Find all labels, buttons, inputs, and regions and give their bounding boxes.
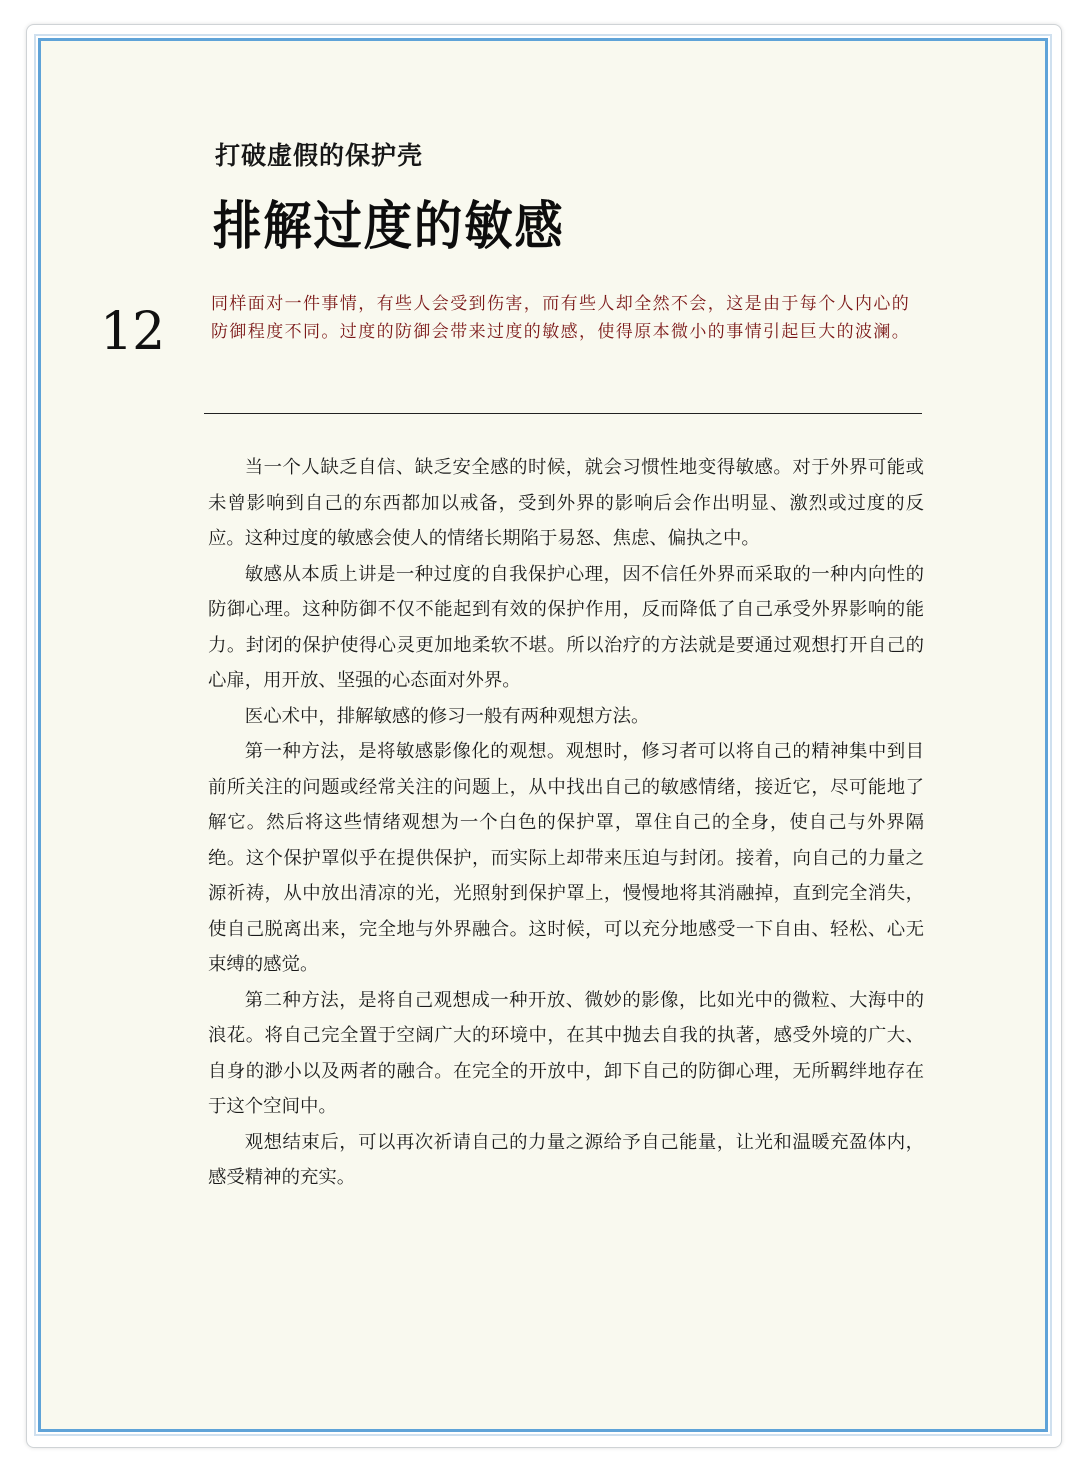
page-title: 排解过度的敏感 <box>213 196 565 257</box>
section-subtitle: 打破虚假的保护壳 <box>215 141 424 170</box>
divider-line <box>204 413 922 414</box>
paragraph: 第二种方法，是将自己观想成一种开放、微妙的影像，比如光中的微粒、大海中的浪花。将自己完全置于空阔广大的环境中，在其中抛去自我的执著，感受外境的广大、自身的渺小以及两者的融合。在完全的开放中，卸下自己的防御心理，无所羁绊地存在于这个空间中。 <box>208 989 924 1117</box>
body-text <box>208 450 924 1196</box>
intro-summary: 同样面对一件事情，有些人会受到伤害，而有些人却全然不会，这是由于每个人内心的防御程度不同。过度的防御会带来过度的敏感，使得原本微小的事情引起巨大的波澜。 <box>211 294 911 342</box>
paragraph: 当一个人缺乏自信、缺乏安全感的时候，就会习惯性地变得敏感。对于外界可能或未曾影响到自己的东西都加以戒备，受到外界的影响后会作出明显、激烈或过度的反应。这种过度的敏感会使人的情绪长期陷于易怒、焦虑、偏执之中。 <box>208 457 924 549</box>
paragraph: 观想结束后，可以再次祈请自己的力量之源给予自己能量，让光和温暖充盈体内，感受精神的充实。 <box>208 1131 924 1188</box>
paragraph: 敏感从本质上讲是一种过度的自我保护心理，因不信任外界而采取的一种内向性的防御心理。这种防御不仅不能起到有效的保护作用，反而降低了自己承受外界影响的能力。封闭的保护使得心灵更加地柔软不堪。所以治疗的方法就是要通过观想打开自己的心扉，用开放、坚强的心态面对外界。 <box>208 563 924 691</box>
page-number: 12 <box>100 302 165 362</box>
paragraph: 医心术中，排解敏感的修习一般有两种观想方法。 <box>244 705 650 727</box>
paragraph: 第一种方法，是将敏感影像化的观想。观想时，修习者可以将自己的精神集中到目前所关注的问题或经常关注的问题上，从中找出自己的敏感情绪，接近它，尽可能地了解它。然后将这些情绪观想为一个白色的保护罩，罩住自己的全身，使自己与外界隔绝。这个保护罩似乎在提供保护，而实际上却带来压迫与封闭。接着，向自己的力量之源祈祷，从中放出清凉的光，光照射到保护罩上，慢慢地将其消融掉，直到完全消失，使自己脱离出来，完全地与外界融合。这时候，可以充分地感受一下自由、轻松、心无束缚的感觉。 <box>208 741 924 975</box>
